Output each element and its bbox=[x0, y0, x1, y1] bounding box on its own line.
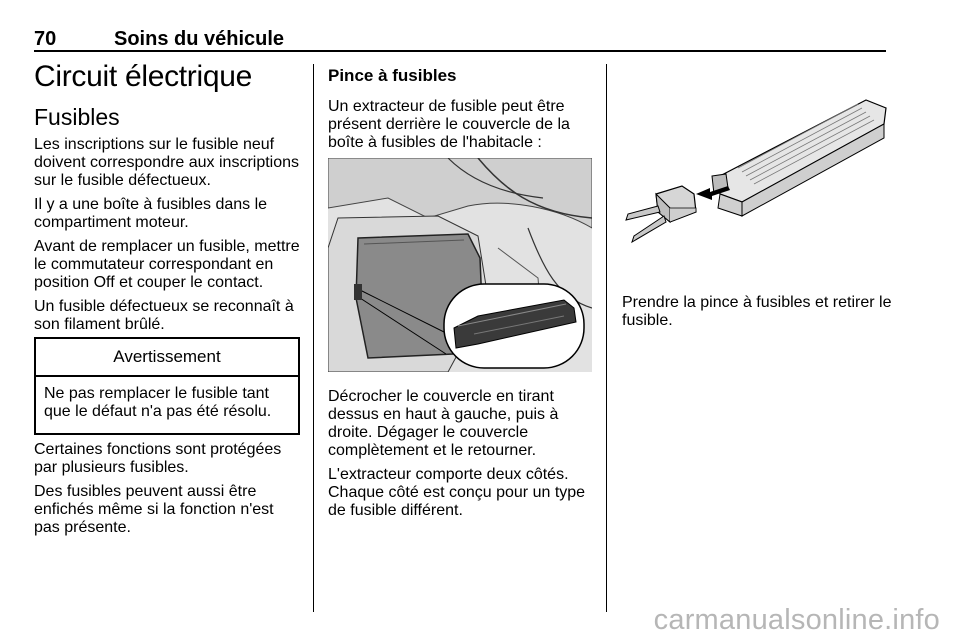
fuses-intro-text bbox=[34, 136, 300, 340]
column-divider-2 bbox=[606, 64, 607, 612]
column-divider-1 bbox=[313, 64, 314, 612]
paragraph: Les inscriptions sur le fusible neuf doivent correspondre aux inscriptions sur le fusible défectueux. bbox=[34, 136, 300, 189]
fuse-puller-heading: Pince à fusibles bbox=[328, 66, 457, 85]
paragraph: L'extracteur comporte deux côtés. Chaque côté est conçu pour un type de fusible différent. bbox=[328, 466, 586, 519]
paragraph: Un fusible défectueux se reconnaît à son filament brûlé. bbox=[34, 298, 294, 333]
paragraph: Certaines fonctions sont protégées par plusieurs fusibles. bbox=[34, 441, 282, 476]
warning-body: Ne pas remplacer le fusible tant que le défaut n'a pas été résolu. bbox=[44, 385, 272, 420]
warning-title: Avertissement bbox=[36, 339, 298, 377]
paragraph: Des fusibles peuvent aussi être enfichés même si la fonction n'est pas présente. bbox=[34, 483, 274, 536]
watermark: carmanualsonline.info bbox=[653, 604, 940, 636]
paragraph: Décrocher le couvercle en tirant dessus en haut à gauche, puis à droite. Dégager le couvercle complètement et le retourner. bbox=[328, 388, 559, 459]
paragraph: Avant de remplacer un fusible, mettre le commutateur correspondant en position Off et couper le contact. bbox=[34, 238, 300, 291]
paragraph: Prendre la pince à fusibles et retirer le fusible. bbox=[622, 294, 892, 329]
fuse-puller-illustration bbox=[616, 90, 898, 270]
warning-box bbox=[34, 337, 300, 435]
fuses-extra-text bbox=[34, 441, 300, 543]
header-rule bbox=[34, 50, 886, 52]
fuse-puller-intro bbox=[328, 98, 590, 158]
pull-fuse-caption bbox=[622, 294, 892, 336]
fuse-box-cover-illustration bbox=[328, 158, 592, 372]
paragraph: Il y a une boîte à fusibles dans le compartiment moteur. bbox=[34, 196, 268, 231]
chapter-title: Soins du véhicule bbox=[114, 28, 285, 50]
subsection-title: Fusibles bbox=[34, 104, 120, 130]
paragraph: Un extracteur de fusible peut être présent derrière le couvercle de la boîte à fusibles de l'habitacle : bbox=[328, 98, 570, 151]
page-number: 70 bbox=[34, 28, 57, 50]
fuse-puller-instructions bbox=[328, 388, 590, 526]
section-title: Circuit électrique bbox=[34, 60, 253, 93]
